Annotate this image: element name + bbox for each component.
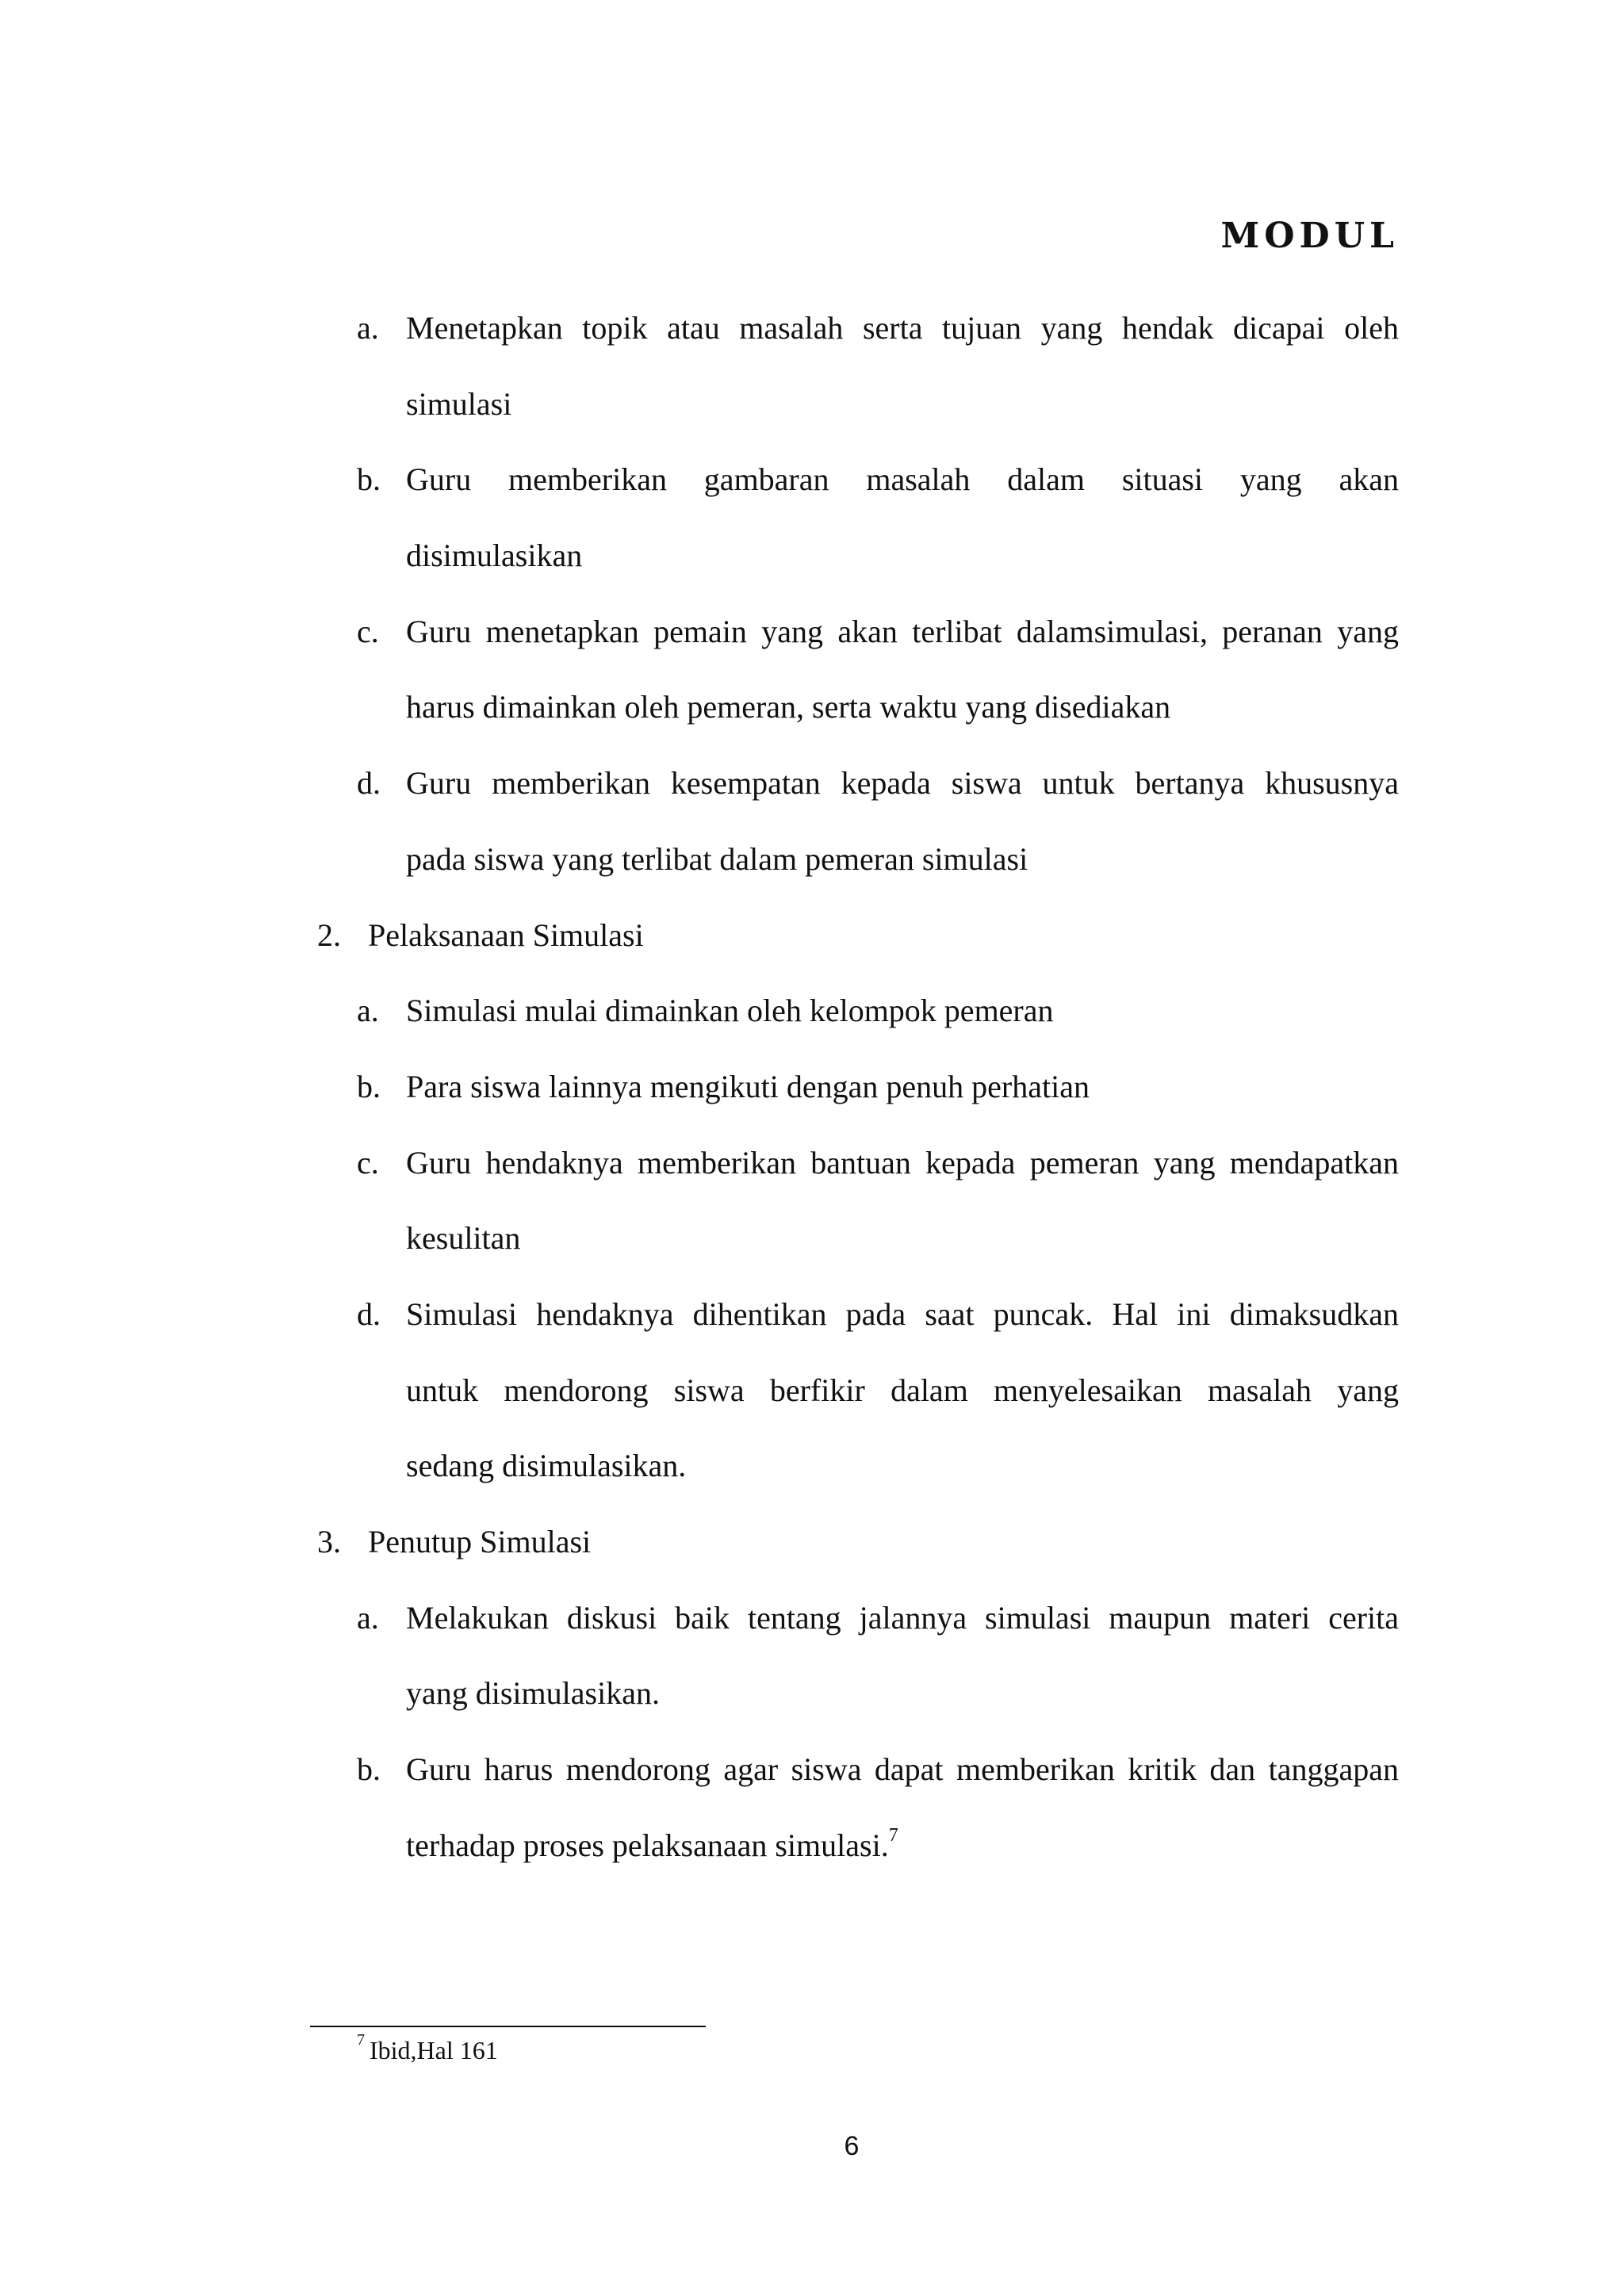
item-marker: c. xyxy=(357,613,379,649)
list-item-line xyxy=(317,1669,1399,1745)
list-item-line xyxy=(317,1290,1399,1366)
item-marker: a. xyxy=(357,1599,379,1636)
item-text: pada siswa yang terlibat dalam pemeran simulasi xyxy=(406,840,1028,877)
list-item-line xyxy=(317,607,1399,683)
item-text: Menetapkan topik atau masalah serta tujuan yang hendak dicapai oleh xyxy=(406,310,1399,346)
item-text-content: terhadap proses pelaksanaan simulasi. xyxy=(406,1827,889,1863)
list-item-line xyxy=(317,1214,1399,1290)
list-item-line xyxy=(317,1062,1399,1138)
section-number: 2. xyxy=(317,916,341,953)
page-number: 6 xyxy=(844,2131,860,2161)
section-title: Penutup Simulasi xyxy=(368,1524,592,1559)
list-item-line xyxy=(317,1594,1399,1670)
item-text: yang disimulasikan. xyxy=(406,1675,660,1712)
item-text xyxy=(406,1821,1399,1870)
footnote xyxy=(357,2031,498,2065)
section-heading xyxy=(317,1517,1399,1594)
running-header: MODUL xyxy=(1220,216,1399,256)
item-marker: b. xyxy=(357,461,381,498)
section-title: Pelaksanaan Simulasi xyxy=(368,916,644,953)
footnote-reference[interactable]: 7 xyxy=(888,1825,898,1846)
footnote-text: Ibid,Hal 161 xyxy=(370,2036,498,2064)
list-item-line xyxy=(317,759,1399,835)
item-text: untuk mendorong siswa berfikir dalam menyelesaikan masalah yang xyxy=(406,1372,1399,1408)
list-item-line xyxy=(317,1366,1399,1442)
section-number: 3. xyxy=(317,1524,341,1559)
list-item-line xyxy=(317,1441,1399,1517)
main-content xyxy=(317,304,1399,1896)
item-text: kesulitan xyxy=(406,1220,521,1257)
item-text: simulasi xyxy=(406,385,512,422)
footnote-mark: 7 xyxy=(357,2031,365,2049)
list-item-line xyxy=(317,986,1399,1062)
list-item-line xyxy=(317,1745,1399,1821)
item-marker: c. xyxy=(357,1144,379,1181)
item-text: Guru memberikan kesempatan kepada siswa untuk bertanya khususnya xyxy=(406,765,1399,802)
footnote-separator xyxy=(310,2026,706,2027)
list-item-line xyxy=(317,304,1399,380)
item-text: Guru harus mendorong agar siswa dapat memberikan kritik dan tanggapan xyxy=(406,1751,1399,1788)
item-text: Simulasi mulai dimainkan oleh kelompok pemeran xyxy=(406,993,1054,1029)
list-item-line xyxy=(317,683,1399,759)
item-text: Simulasi hendaknya dihentikan pada saat puncak. Hal ini dimaksudkan xyxy=(406,1295,1399,1332)
item-text: Guru hendaknya memberikan bantuan kepada pemeran yang mendapatkan xyxy=(406,1144,1399,1181)
item-text: Melakukan diskusi baik tentang jalannya simulasi maupun materi cerita xyxy=(406,1599,1399,1636)
item-text: disimulasikan xyxy=(406,538,583,574)
list-item-line xyxy=(317,1821,1399,1897)
section-heading xyxy=(317,911,1399,987)
item-marker: a. xyxy=(357,310,379,346)
item-text: harus dimainkan oleh pemeran, serta waktu yang disediakan xyxy=(406,689,1171,725)
item-marker: b. xyxy=(357,1751,381,1788)
item-text: Para siswa lainnya mengikuti dengan penuh perhatian xyxy=(406,1068,1090,1104)
item-marker: b. xyxy=(357,1068,381,1104)
item-marker: a. xyxy=(357,993,379,1029)
item-marker: d. xyxy=(357,1295,381,1332)
list-item-line xyxy=(317,380,1399,456)
item-text: Guru menetapkan pemain yang akan terlibat dalamsimulasi, peranan yang xyxy=(406,613,1399,649)
list-item-line xyxy=(317,835,1399,911)
list-item-line xyxy=(317,455,1399,531)
item-marker: d. xyxy=(357,765,381,802)
item-text: Guru memberikan gambaran masalah dalam situasi yang akan xyxy=(406,461,1399,498)
list-item-line xyxy=(317,1138,1399,1215)
list-item-line xyxy=(317,531,1399,607)
item-text: sedang disimulasikan. xyxy=(406,1448,687,1484)
